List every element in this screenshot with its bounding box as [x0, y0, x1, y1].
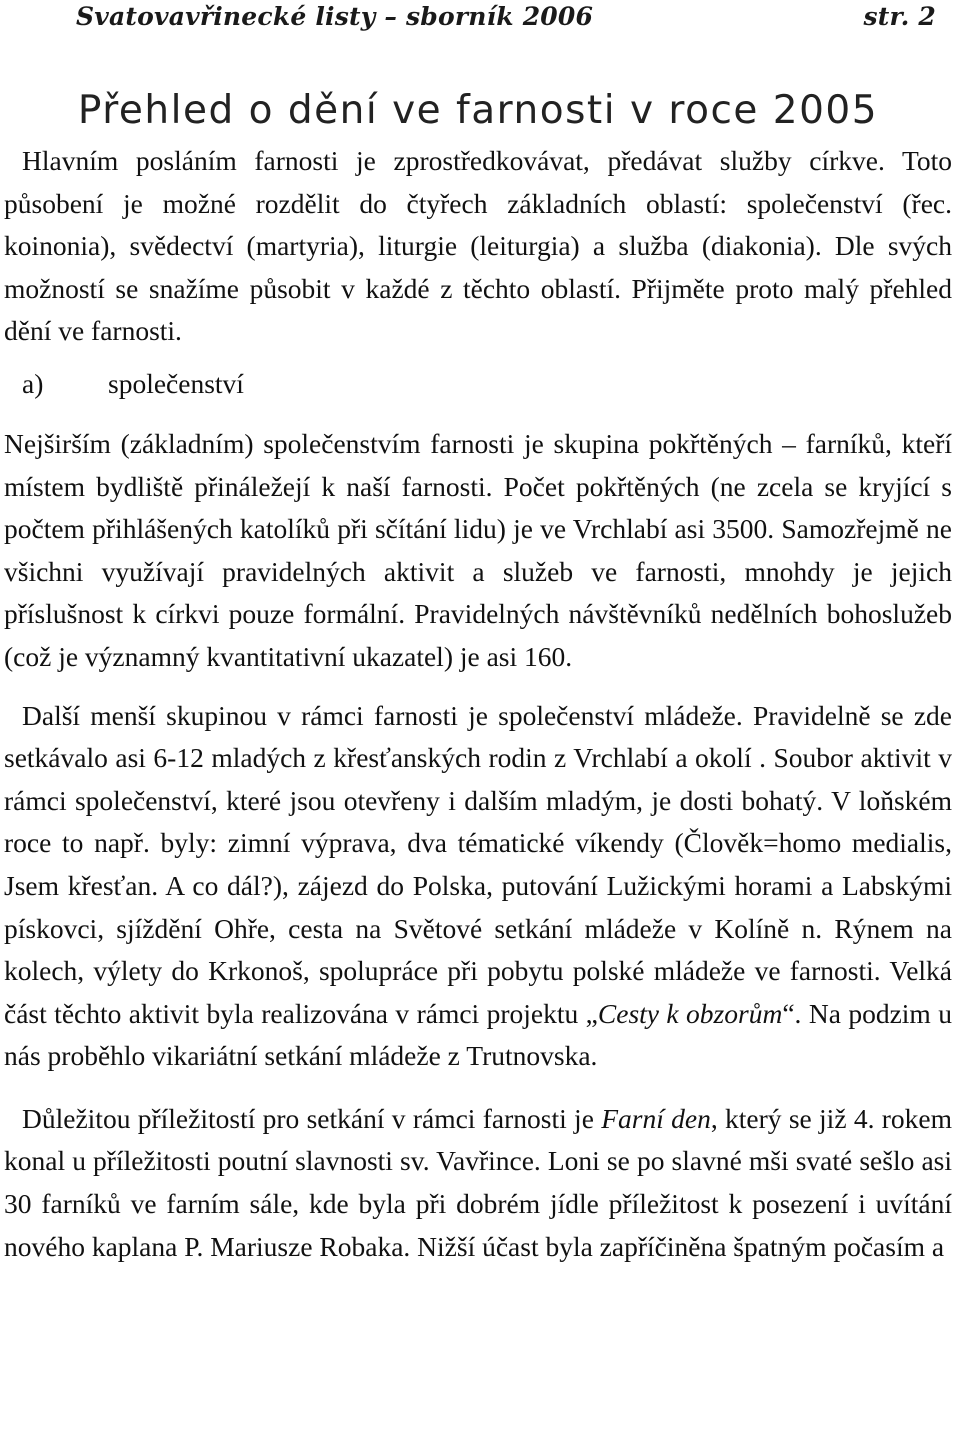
publication-title: Svatovavřinecké listy – sborník 2006 [76, 2, 594, 31]
parish-day-text-start: Důležitou příležitostí pro setkání v rámci farnosti je [22, 1102, 602, 1134]
section-title: společenství [108, 367, 244, 399]
parish-day-paragraph [4, 1098, 952, 1268]
youth-text-end: “. Na podzim u nás proběhlo vikariátní setkání mládeže z Trutnovska. [4, 997, 952, 1072]
section-a-heading [4, 363, 952, 405]
article-title: Přehled o dění ve farnosti v roce 2005 [77, 88, 879, 133]
youth-paragraph [4, 695, 952, 1078]
project-name: Cesty k obzorům [597, 997, 783, 1029]
event-name: Farní den [601, 1102, 711, 1134]
parish-day-text-end: , který se již 4. rokem konal u příležitosti poutní slavnosti sv. Vavřince. Loni se po slavné mši svaté sešlo asi 30 farníků ve farním sále, kde byla při dobrém jídle příležitost k posezení i uvítání nového kaplana P. Mariusze Robaka. Nižší účast byla zapříčiněna špatným počasím a [4, 1102, 953, 1262]
section-letter: a) [22, 367, 44, 399]
running-header [4, 0, 952, 36]
community-paragraph: Nejširším (základním) společenstvím farnosti je skupina pokřtěných – farníků, kteří místem bydliště přináležejí k naší farnosti. Počet pokřtěných (ne zcela se kryjící s počtem přihlášených katolíků při sčítání lidu) je ve Vrchlabí asi 3500. Samozřejmě ne všichni využívají pravidelných aktivit a služeb ve farnosti, mnohdy je jejich příslušnost k církvi pouze formální. Pravidelných návštěvníků nedělních bohoslužeb (což je významný kvantitativní ukazatel) je asi 160. [4, 427, 952, 672]
youth-text-start: Další menší skupinou v rámci farnosti je společenství mládeže. Pravidelně se zde setkávalo asi 6-12 mladých z křesťanských rodin z Vrchlabí a okolí . Soubor aktivit v rámci společenství, které jsou otevřeny i dalším mladým, je dosti bohatý. V loňském roce to např. byly: zimní výprava, dva tématické víkendy (Člověk=homo medialis, Jsem křesťan. A co dál?), zájezd do Polska, putování Lužickými horami a Labskými pískovci, sjíždění Ohře, cesta na Světové setkání mládeže v Kolíně n. Rýnem na kolech, výlety do Krkonoš, spolupráce při pobytu polské mládeže ve farnosti. Velká část těchto aktivit byla realizována v rámci projektu „ [4, 699, 952, 1029]
intro-paragraph: Hlavním posláním farnosti je zprostředkovávat, předávat služby církve. Toto působení je možné rozdělit do čtyřech základních oblastí: společenství (řec. koinonia), svědectví (martyria), liturgie (leiturgia) a služba (diakonia). Dle svých možností se snažíme působit v každé z těchto oblastí. Přijměte proto malý přehled dění ve farnosti. [4, 145, 952, 347]
page-number: str. 2 [863, 2, 936, 31]
